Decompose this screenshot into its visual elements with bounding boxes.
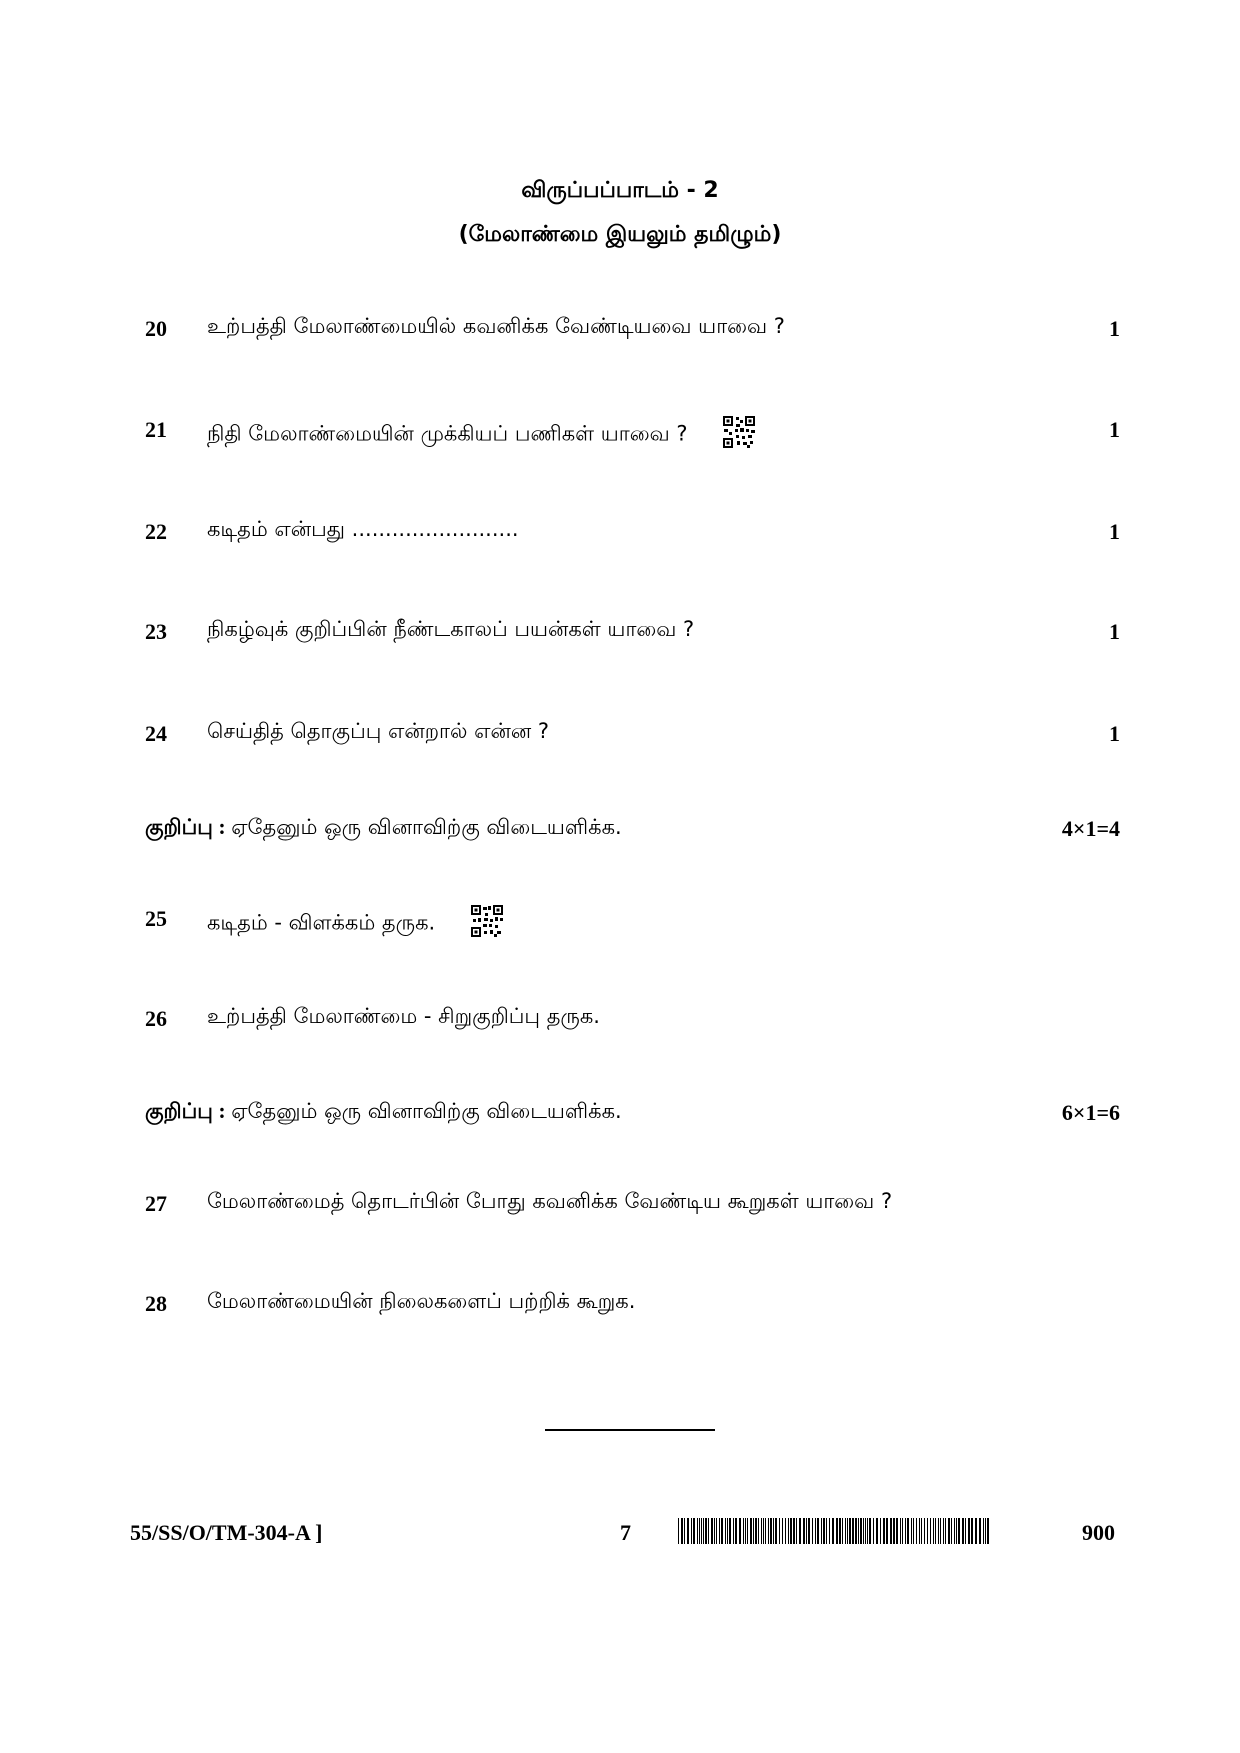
question-20 — [145, 308, 1120, 348]
question-text: நிதி மேலாண்மையின் முக்கியப் பணிகள் யாவை ? — [207, 421, 688, 446]
question-text-wrap — [207, 904, 504, 943]
question-number: 28 — [145, 1291, 167, 1316]
question-26 — [145, 998, 1120, 1038]
question-number: 27 — [145, 1191, 167, 1216]
question-number: 24 — [145, 721, 167, 746]
question-text: செய்தித் தொகுப்பு என்றால் என்ன ? — [207, 719, 550, 743]
note-label: குறிப்பு — [145, 1099, 213, 1123]
paper-code: 55/SS/O/TM-304-A ] — [130, 1520, 323, 1545]
question-21 — [145, 409, 1120, 449]
question-mark: 1 — [1109, 417, 1120, 442]
page-number: 7 — [620, 1520, 631, 1545]
note-label: குறிப்பு — [145, 815, 213, 839]
footer-code-right: 900 — [1082, 1520, 1115, 1545]
note-colon: : — [212, 1098, 232, 1123]
section-title: விருப்பப்பாடம் - 2 — [521, 178, 719, 203]
note-text: ஏதேனும் ஒரு வினாவிற்கு விடையளிக்க. — [231, 815, 622, 839]
question-text-wrap — [207, 415, 756, 454]
question-text: உற்பத்தி மேலாண்மை - சிறுகுறிப்பு தருக. — [207, 1004, 600, 1028]
note-marks: 6×1=6 — [1061, 1100, 1120, 1125]
question-23 — [145, 611, 1120, 651]
question-number: 21 — [145, 417, 167, 442]
question-22 — [145, 511, 1120, 551]
note-marks: 4×1=4 — [1061, 816, 1120, 841]
qr-code-icon — [470, 904, 504, 943]
question-number: 23 — [145, 619, 167, 644]
qr-code-icon — [722, 415, 756, 454]
question-text: கடிதம் என்பது ......................... — [207, 517, 519, 541]
question-25 — [145, 898, 1120, 938]
question-27 — [145, 1183, 1120, 1223]
question-text: மேலாண்மைத் தொடர்பின் போது கவனிக்க வேண்டிய கூறுகள் யாவை ? — [207, 1189, 893, 1213]
question-28 — [145, 1283, 1120, 1323]
question-24 — [145, 713, 1120, 753]
question-number: 22 — [145, 519, 167, 544]
question-mark: 1 — [1109, 316, 1120, 341]
question-mark: 1 — [1109, 721, 1120, 746]
question-text: மேலாண்மையின் நிலைகளைப் பற்றிக் கூறுக. — [207, 1289, 636, 1313]
question-text: உற்பத்தி மேலாண்மையில் கவனிக்க வேண்டியவை யாவை ? — [207, 314, 785, 338]
question-number: 26 — [145, 1006, 167, 1031]
note-text: ஏதேனும் ஒரு வினாவிற்கு விடையளிக்க. — [231, 1099, 622, 1123]
instruction-note — [145, 1098, 1120, 1138]
section-subtitle: (மேலாண்மை இயலும் தமிழும்) — [458, 222, 782, 247]
barcode-icon — [678, 1518, 993, 1544]
instruction-note — [145, 814, 1120, 854]
question-mark: 1 — [1109, 519, 1120, 544]
end-rule-divider — [545, 1429, 715, 1431]
question-mark: 1 — [1109, 619, 1120, 644]
question-text: கடிதம் - விளக்கம் தருக. — [207, 910, 436, 935]
question-number: 20 — [145, 316, 167, 341]
note-colon: : — [212, 814, 232, 839]
question-number: 25 — [145, 906, 167, 931]
question-text: நிகழ்வுக் குறிப்பின் நீண்டகாலப் பயன்கள் யாவை ? — [207, 617, 695, 641]
